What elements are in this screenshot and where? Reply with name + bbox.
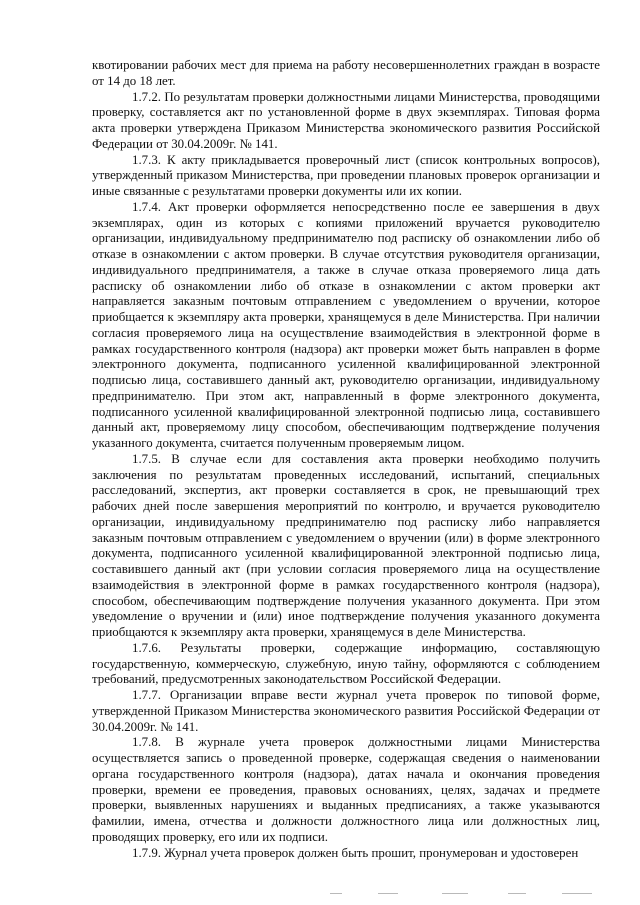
paragraph-1-7-8: 1.7.8. В журнале учета проверок должностными лицами Министерства осуществляется запись о проведенной проверке, содержащая сведения о наименовании органа государственного контроля (надзора), датах начала и окончания проведения проверки, времени ее проведения, правовых основаниях, целях, задачах и предмете проверки, выявленных нарушениях и выданных предписаниях, а также указываются фамилии, имена, отчества и должности должностного лица или должностных лиц, проводящих проверку, его или их подписи.	[92, 735, 600, 844]
paragraph-1-7-2: 1.7.2. По результатам проверки должностными лицами Министерства, проводящими проверку, составляется акт по установленной форме в двух экземплярах. Типовая форма акта проверки утверждена Приказом Министерства экономического развития Российской Федерации от 30.04.2009г. № 141.	[92, 89, 600, 151]
document-page	[92, 58, 600, 861]
paragraph-1-7-3: 1.7.3. К акту прикладывается проверочный лист (список контрольных вопросов), утвержденный приказом Министерства, при проведении плановых проверок организации и иные связанные с результатами проверки документы или их копии.	[92, 152, 600, 198]
paragraph-1-7-4: 1.7.4. Акт проверки оформляется непосредственно после ее завершения в двух экземплярах, один из которых с копиями приложений вручается руководителю организации, индивидуальному предпринимателю под расписку об ознакомлении либо об отказе в ознакомлении с актом проверки. В случае отсутствия руководителя организации, индивидуального предпринимателя, а также в случае отказа проверяемого лица дать расписку об ознакомлении либо об отказе в ознакомлении с актом проверки акт направляется заказным почтовым отправлением с уведомлением о вручении, которое приобщается к экземпляру акта проверки, хранящемуся в деле Министерства. При наличии согласия проверяемого лица на осуществление взаимодействия в электронной форме в рамках государственного контроля (надзора) акт проверки может быть направлен в форме электронного документа, подписанного усиленной квалифицированной электронной подписью лица, составившего данный акт, руководителю организации, индивидуальному предпринимателю. При этом акт, направленный в форме электронного документа, подписанного усиленной квалифицированной электронной подписью лица, составившего данный акт, проверяемому лицу способом, обеспечивающим подтверждение получения указанного документа, считается полученным проверяемым лицом.	[92, 199, 600, 450]
paragraph-continuation: квотировании рабочих мест для приема на работу несовершеннолетних граждан в возрасте от 14 до 18 лет.	[92, 58, 600, 88]
paragraph-1-7-9: 1.7.9. Журнал учета проверок должен быть прошит, пронумерован и удостоверен	[132, 845, 579, 860]
scan-artifact-marks	[330, 893, 600, 897]
paragraph-1-7-6: 1.7.6. Результаты проверки, содержащие информацию, составляющую государственную, коммерческую, служебную, иную тайну, оформляются с соблюдением требований, предусмотренных законодательством Российской Федерации.	[92, 640, 600, 687]
paragraph-1-7-5: 1.7.5. В случае если для составления акта проверки необходимо получить заключения по результатам проведенных исследований, испытаний, специальных расследований, экспертиз, акт проверки составляется в срок, не превышающий трех рабочих дней после завершения мероприятий по контролю, и вручается руководителю организации, индивидуальному предпринимателю под расписку либо направляется заказным почтовым отправлением с уведомлением о вручении (или) в форме электронного документа, подписанного усиленной квалифицированной электронной подписью лица, составившего данный акт (при условии согласия проверяемого лица на осуществление взаимодействия в электронной форме в рамках государственного контроля (надзора), способом, обеспечивающим подтверждение получения указанного документа. При этом уведомление о вручении и (или) иное подтверждение получения указанного документа приобщаются к экземпляру акта проверки, хранящемуся в деле Министерства.	[92, 451, 600, 639]
paragraph-1-7-7: 1.7.7. Организации вправе вести журнал учета проверок по типовой форме, утвержденной Приказом Министерства экономического развития Российской Федерации от 30.04.2009г. № 141.	[92, 688, 600, 734]
